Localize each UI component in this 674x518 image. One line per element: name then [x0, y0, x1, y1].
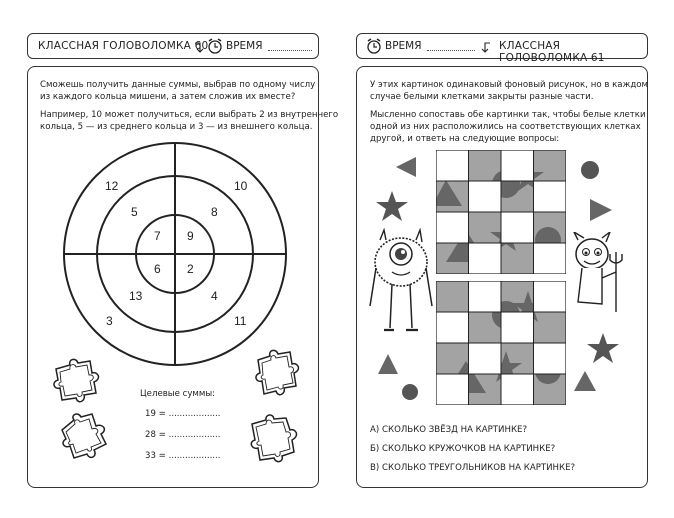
alarm-clock-icon — [365, 37, 383, 55]
arrow-down-icon — [194, 42, 204, 54]
target-diagram — [30, 140, 320, 370]
puzzle-title: КЛАССНАЯ ГОЛОВОЛОМКА 61 — [499, 40, 605, 64]
triangle-icon — [574, 371, 596, 391]
arrow-down-icon — [481, 42, 491, 54]
puzzle-piece-icon — [56, 412, 114, 462]
question-triangles: В) СКОЛЬКО ТРЕУГОЛЬНИКОВ НА КАРТИНКЕ? — [370, 463, 576, 473]
middle-number-tr: 8 — [211, 205, 218, 219]
right-instruction-line-1: Мысленно сопоставь обе картинки так, чтобы белые клетки — [370, 110, 646, 120]
puzzle-title: КЛАССНАЯ ГОЛОВОЛОМКА 60 — [38, 40, 209, 52]
inner-number-br: 2 — [187, 262, 194, 276]
circle-icon — [580, 160, 600, 180]
time-blank — [427, 50, 475, 51]
triangle-icon — [378, 354, 398, 374]
inner-number-tl: 7 — [154, 229, 161, 243]
target-sums-title: Целевые суммы: — [140, 389, 216, 399]
cyclops-monster-icon — [366, 228, 436, 340]
inner-number-tr: 9 — [187, 229, 194, 243]
right-header — [356, 33, 648, 64]
outer-number-br: 11 — [234, 314, 247, 328]
right-instruction-line-2: одной из них расположились на соответствующих клетках — [370, 122, 641, 132]
time-label: ВРЕМЯ — [226, 40, 263, 52]
inner-number-bl: 6 — [154, 262, 161, 276]
left-intro-line-2: из каждого кольца мишени, а затем сложив их вместе? — [40, 92, 296, 102]
middle-number-bl: 13 — [129, 289, 143, 303]
puzzle-piece-icon — [244, 414, 304, 464]
question-stars: А) СКОЛЬКО ЗВЁЗД НА КАРТИНКЕ? — [370, 425, 528, 435]
star-icon — [587, 333, 619, 363]
outer-number-tr: 10 — [234, 179, 248, 193]
right-intro-line-2: случае белыми клетками закрыты разные части. — [370, 92, 594, 102]
sum-line-19[interactable]: 19 = ................... — [145, 409, 221, 419]
devil-character-icon — [568, 232, 632, 316]
time-label: ВРЕМЯ — [385, 40, 422, 52]
time-blank — [268, 50, 312, 51]
star-icon — [376, 191, 408, 221]
puzzle-piece-icon — [252, 348, 302, 404]
pattern-grid-bottom — [436, 281, 566, 405]
pattern-grid-top — [436, 150, 566, 274]
left-header — [27, 33, 319, 59]
right-intro-line-1: У этих картинок одинаковый фоновый рисунок, но в каждом — [370, 80, 648, 90]
puzzle-piece-icon — [48, 355, 108, 407]
left-example-line-1: Например, 10 может получиться, если выбрать 2 из внутреннего — [40, 110, 339, 120]
outer-number-bl: 3 — [106, 314, 113, 328]
sum-line-28[interactable]: 28 = ................... — [145, 430, 221, 440]
triangle-icon — [396, 157, 418, 177]
question-circles: Б) СКОЛЬКО КРУЖОЧКОВ НА КАРТИНКЕ? — [370, 444, 556, 454]
right-instruction-line-3: другой, и ответь на следующие вопросы: — [370, 134, 560, 144]
middle-number-tl: 5 — [131, 205, 138, 219]
left-example-line-2: кольца, 5 — из среднего кольца и 3 — из внешнего кольца. — [40, 122, 313, 132]
alarm-clock-icon — [206, 37, 224, 55]
outer-number-tl: 12 — [105, 179, 119, 193]
left-intro-line-1: Сможешь получить данные суммы, выбрав по одному числу — [40, 80, 316, 90]
triangle-icon — [590, 199, 612, 221]
sum-line-33[interactable]: 33 = ................... — [145, 451, 221, 461]
circle-icon — [401, 383, 419, 401]
middle-number-br: 4 — [211, 289, 218, 303]
